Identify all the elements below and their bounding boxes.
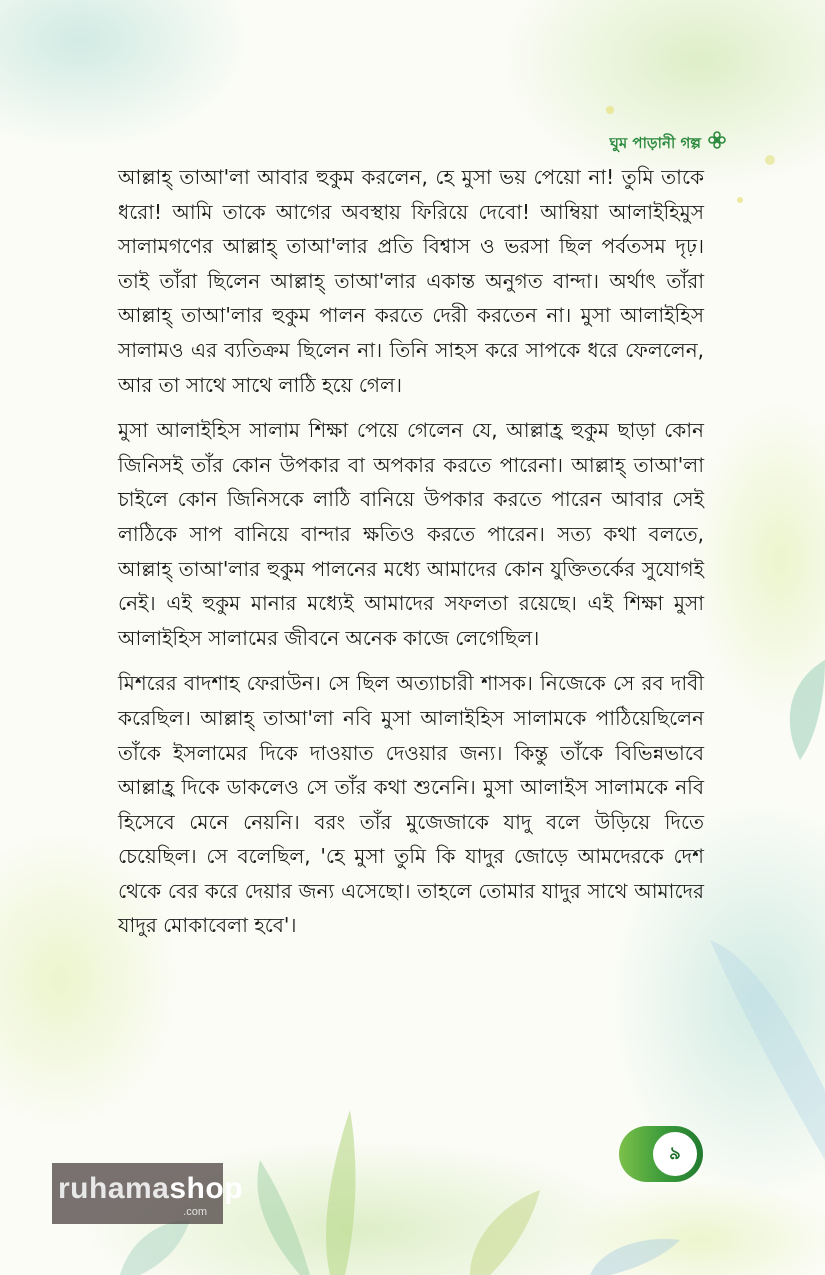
page-number: ৯ xyxy=(653,1132,697,1176)
book-title: ঘুম পাড়ানী গল্প xyxy=(609,134,701,152)
paragraph-3: মিশরের বাদশাহ ফেরাউন। সে ছিল অত্যাচারী শাসক। নিজেকে সে রব দাবী করেছিল। আল্লাহ্ তাআ'লা নবি মুসা আলাইহিস সালামকে পাঠিয়েছিলেন তাঁকে ইসলামের দিকে দাওয়াত দেওয়ার জন্য। কিন্তু তাঁকে বিভিন্নভাবে আল্লাহ্র দিকে ডাকলেও সে তাঁর কথা শুনেনি। মুসা আলাইস সালামকে নবি হিসেবে মেনে নেয়নি। বরং তাঁর মুজেজাকে যাদু বলে উড়িয়ে দিতে চেয়েছিল। সে বলেছিল, 'হে মুসা তুমি কি যাদুর জোড়ে আমদেরকে দেশ থেকে বের করে দেয়ার জন্য এসেছো। তাহলে তোমার যাদুর সাথে আমাদের যাদুর মোকাবেলা হবে'। xyxy=(118,671,704,938)
watermark-text-ruhama: ruhama xyxy=(58,1172,170,1205)
watermark-domain: .com xyxy=(183,1206,207,1218)
running-header xyxy=(610,132,701,157)
watermark-logo xyxy=(52,1163,244,1224)
paragraph-2: মুসা আলাইহিস সালাম শিক্ষা পেয়ে গেলেন যে, আল্লাহ্র হুকুম ছাড়া কোন জিনিসই তাঁর কোন উপকার বা অপকার করতে পারেনা। আল্লাহ্ তাআ'লা চাইলে কোন জিনিসকে লাঠি বানিয়ে উপকার করতে পারেন আবার সেই লাঠিকে সাপ বানিয়ে বান্দার ক্ষতিও করতে পারেন। সত্য কথা বলতে, আল্লাহ্ তাআ'লার হুকুম পালনের মধ্যে আমাদের কোন যুক্তিতর্কের সুযোগই নেই। এই হুকুম মানার মধ্যেই আমাদের সফলতা রয়েছে। এই শিক্ষা মুসা আলাইহিস সালামের জীবনে অনেক কাজে লেগেছিল। xyxy=(118,418,704,650)
page-number-badge xyxy=(619,1126,703,1182)
story-body xyxy=(118,160,704,943)
flower-ornament-icon xyxy=(707,130,727,150)
watermark-text-shop: shop xyxy=(169,1172,244,1205)
paragraph-1: আল্লাহ্ তাআ'লা আবার হুকুম করলেন, হে মুসা ভয় পেয়ো না! তুমি তাকে ধরো! আমি তাকে আগের অবস্থায় ফিরিয়ে দেবো! আম্বিয়া আলাইহিমুস সালামগণের আল্লাহ্ তাআ'লার প্রতি বিশ্বাস ও ভরসা ছিল পর্বতসম দৃঢ়। তাই তাঁরা ছিলেন আল্লাহ্ তাআ'লার একান্ত অনুগত বান্দা। অর্থাৎ তাঁরা আল্লাহ্ তাআ'লার হুকুম পালন করতে দেরী করতেন না। মুসা আলাইহিস সালামও এর ব্যতিক্রম ছিলেন না। তিনি সাহস করে সাপকে ধরে ফেললেন, আর তা সাথে সাথে লাঠি হয়ে গেল। xyxy=(118,165,704,397)
